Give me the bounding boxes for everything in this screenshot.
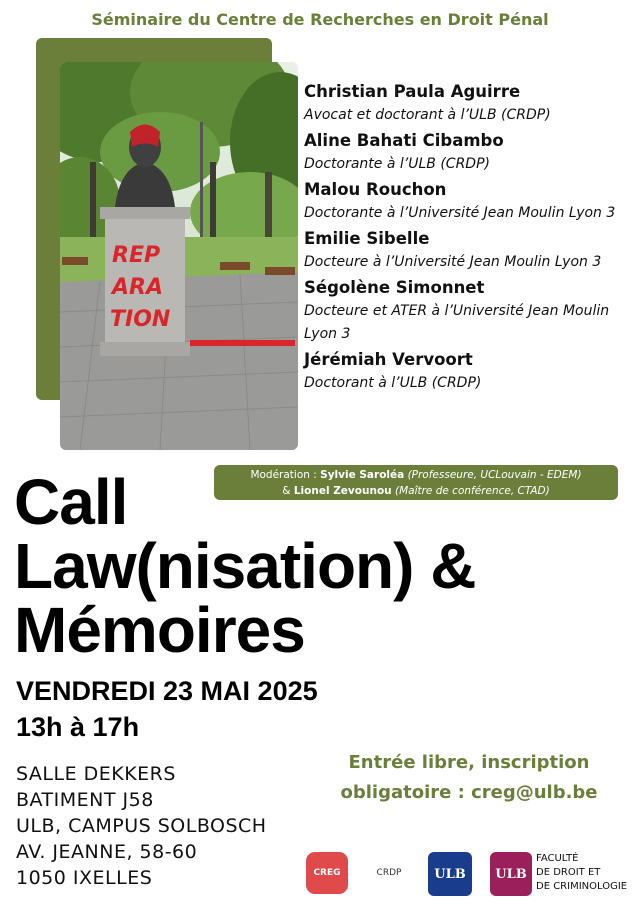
faculty-line: DE DROIT ET xyxy=(536,867,601,878)
event-title xyxy=(14,466,634,666)
statue-photo xyxy=(60,62,298,450)
moderator-1-role: (Professeure, UCLouvain - EDEM) xyxy=(407,469,582,481)
speaker-role: Docteure et ATER à l’Université Jean Moulin Lyon 3 xyxy=(304,303,610,342)
ulb-logo: ULB xyxy=(428,852,472,896)
speaker-item xyxy=(304,227,634,274)
registration-info xyxy=(310,748,628,808)
speaker-item xyxy=(304,276,634,346)
event-date: VENDREDI 23 MAI 2025 xyxy=(16,676,318,706)
speaker-name: Ségolène Simonnet xyxy=(304,278,485,297)
venue-line: BATIMENT J58 xyxy=(16,789,154,811)
speaker-name: Emilie Sibelle xyxy=(304,229,430,248)
speakers-list xyxy=(304,80,634,397)
venue-line: SALLE DEKKERS xyxy=(16,763,176,785)
title-line-2: Law(nisation) & xyxy=(14,530,476,602)
moderator-1-name: Sylvie Saroléa xyxy=(320,469,405,481)
speaker-name: Jérémiah Vervoort xyxy=(304,350,473,369)
speaker-role: Avocat et doctorant à l’ULB (CRDP) xyxy=(304,107,551,123)
faculty-line: DE CRIMINOLOGIE xyxy=(536,881,628,892)
moderation-label: Modération : xyxy=(250,469,317,481)
graffiti-line-3: TION xyxy=(110,307,171,332)
venue-line: AV. JEANNE, 58-60 xyxy=(16,841,198,863)
event-time: 13h à 17h xyxy=(16,712,140,742)
registration-line-2: obligatoire : creg@ulb.be xyxy=(340,782,598,803)
speaker-name: Christian Paula Aguirre xyxy=(304,82,521,101)
speaker-name: Aline Bahati Cibambo xyxy=(304,131,504,150)
speaker-name: Malou Rouchon xyxy=(304,180,447,199)
speaker-role: Doctorante à l’Université Jean Moulin Lyon 3 xyxy=(304,205,616,221)
title-line-3: Mémoires xyxy=(14,594,305,666)
faculty-line: FACULTÉ xyxy=(536,853,579,864)
speaker-role: Doctorante à l’ULB (CRDP) xyxy=(304,156,490,172)
ulb-faculty-logo: ULB xyxy=(490,852,532,896)
speaker-item xyxy=(304,80,634,127)
moderator-2-role: (Maître de conférence, CTAD) xyxy=(394,485,550,497)
graffiti-line-1: REP xyxy=(112,243,161,268)
speaker-item xyxy=(304,178,634,225)
seminar-header: Séminaire du Centre de Recherches en Droit Pénal xyxy=(91,10,549,29)
venue-line: 1050 IXELLES xyxy=(16,867,153,889)
partner-logos xyxy=(300,848,640,900)
graffiti-line-2: ARA xyxy=(112,275,163,300)
venue-address xyxy=(16,761,316,891)
speaker-role: Doctorant à l’ULB (CRDP) xyxy=(304,375,482,391)
speaker-item xyxy=(304,129,634,176)
registration-line-1: Entrée libre, inscription xyxy=(348,752,590,773)
speaker-item xyxy=(304,348,634,395)
title-line-1: Call xyxy=(14,466,128,538)
moderator-2-name: Lionel Zevounou xyxy=(293,485,392,497)
faculty-name xyxy=(536,852,636,894)
venue-line: ULB, CAMPUS SOLBOSCH xyxy=(16,815,267,837)
moderation-joiner: & xyxy=(282,485,291,497)
creg-logo: CREG xyxy=(306,852,348,894)
crdp-logo: CRDP xyxy=(376,868,402,878)
speaker-role: Docteure à l’Université Jean Moulin Lyon 3 xyxy=(304,254,602,270)
